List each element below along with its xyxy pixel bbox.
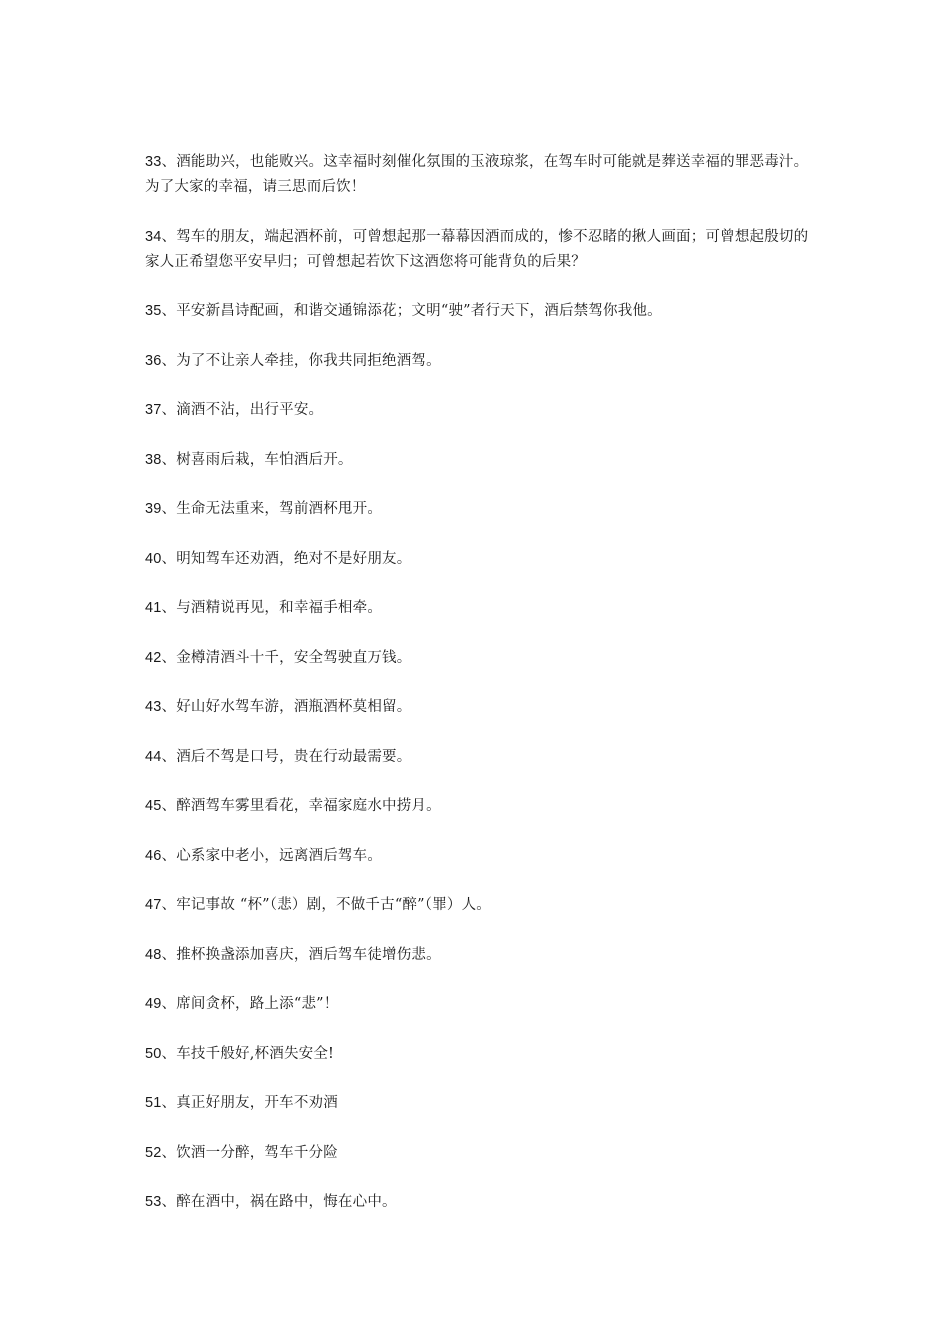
item-text: 、滴酒不沾，出行平安。 [161,402,324,418]
paragraph-34 [145,225,810,275]
item-text: 、酒后不驾是口号，贵在行动最需要。 [161,748,412,765]
paragraph-48 [145,943,810,968]
item-number: 37 [145,402,162,418]
item-number: 43 [145,699,162,715]
item-text: 、树喜雨后栽，车怕酒后开。 [161,451,353,468]
paragraph-46 [145,844,810,869]
item-text: 、推杯换盏添加喜庆，酒后驾车徒增伤悲。 [161,946,441,963]
item-number: 35 [145,303,162,319]
item-text: 、车技千般好,杯酒失安全! [161,1045,335,1062]
item-number: 50 [145,1045,162,1062]
paragraph-45 [145,794,810,819]
paragraph-36 [145,349,810,374]
paragraph-52 [145,1141,810,1166]
paragraph-42 [145,646,810,671]
item-number: 40 [145,550,162,567]
paragraph-33 [145,150,810,200]
item-text: 、金樽清酒斗十千，安全驾驶直万钱。 [161,649,412,666]
item-number: 52 [145,1144,162,1161]
item-text: 、心系家中老小，远离酒后驾车。 [161,847,383,864]
item-text: 、为了不让亲人牵挂，你我共同拒绝酒驾。 [161,352,441,369]
item-number: 33 [145,154,162,170]
item-text: 、真正好朋友，开车不劝酒 [161,1095,338,1111]
item-number: 45 [145,798,162,814]
item-text: 、醉在酒中，祸在路中，悔在心中。 [161,1194,397,1210]
item-text: 、驾车的朋友，端起酒杯前，可曾想起那一幕幕因酒而成的，惨不忍睹的揪人画面；可曾想起殷切的家人正希望您平安早归；可曾想起若饮下这酒您将可能背负的后果？ [145,228,809,270]
paragraph-53 [145,1190,810,1215]
item-number: 46 [145,847,162,864]
item-number: 42 [145,649,162,666]
paragraph-37 [145,398,810,423]
paragraph-44 [145,745,810,770]
paragraph-35 [145,299,810,324]
item-number: 36 [145,352,162,369]
item-number: 53 [145,1194,162,1210]
paragraph-38 [145,448,810,473]
item-text: 、与酒精说再见，和幸福手相牵。 [161,600,383,616]
item-number: 34 [145,228,162,245]
item-text: 、明知驾车还劝酒，绝对不是好朋友。 [161,550,412,567]
item-number: 47 [145,897,162,913]
paragraph-39 [145,497,810,522]
paragraph-40 [145,547,810,572]
item-text: 、生命无法重来，驾前酒杯甩开。 [161,501,383,517]
item-number: 48 [145,946,162,963]
paragraph-49 [145,992,810,1017]
document-page [145,150,810,1240]
item-text: 、醉酒驾车雾里看花，幸福家庭水中捞月。 [161,798,441,814]
paragraph-43 [145,695,810,720]
paragraph-51 [145,1091,810,1116]
item-number: 38 [145,451,162,468]
item-text: 、席间贪杯，路上添“悲”！ [161,996,339,1012]
item-text: 、牢记事故 “杯”（悲）剧，不做千古“醉”（罪）人。 [161,897,491,913]
item-number: 44 [145,748,162,765]
item-text: 、酒能助兴，也能败兴。这幸福时刻催化氛围的玉液琼浆，在驾车时可能就是葬送幸福的罪恶毒汁。为了大家的幸福，请三思而后饮！ [145,154,809,195]
item-text: 、平安新昌诗配画，和谐交通锦添花；文明“驶”者行天下，酒后禁驾你我他。 [161,303,662,319]
paragraph-47 [145,893,810,918]
paragraph-50 [145,1042,810,1067]
item-number: 41 [145,600,162,616]
item-number: 49 [145,996,162,1012]
item-number: 39 [145,501,162,517]
item-text: 、好山好水驾车游，酒瓶酒杯莫相留。 [161,699,412,715]
item-number: 51 [145,1095,162,1111]
paragraph-41 [145,596,810,621]
item-text: 、饮酒一分醉，驾车千分险 [161,1144,338,1161]
